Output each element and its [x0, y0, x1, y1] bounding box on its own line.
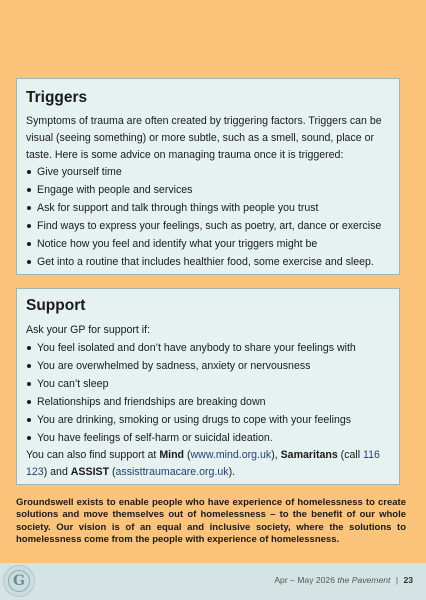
groundswell-statement: Groundswell exists to enable people who have experience of homelessness to create solutions and move themselves out of homelessness – to the benefit of our whole society. Our vision is of an equal and inclusive society, where the solutions to homelessness come from the people with experience of homelessness.: [16, 497, 406, 546]
triggers-intro: Symptoms of trauma are often created by triggering factors. Triggers can be visual (seeing something) or more subtle, such as a smell, sound, place or taste. Here is some advice on managing trauma once it is triggered:: [26, 115, 382, 161]
list-item: Ask for support and talk through things with people you trust: [26, 199, 390, 217]
samaritans-name: Samaritans: [280, 449, 338, 461]
support-closing: [26, 447, 390, 481]
closing-text: You can also find support at: [26, 449, 160, 461]
samaritans-phone-link[interactable]: 116 123: [26, 449, 380, 478]
list-item: Find ways to express your feelings, such as poetry, art, dance or exercise: [26, 217, 390, 235]
list-item: You are drinking, smoking or using drugs to cope with your feelings: [26, 411, 390, 429]
support-heading: Support: [26, 297, 86, 314]
closing-text: ) and: [43, 466, 71, 478]
mind-name: Mind: [159, 449, 185, 461]
publication-title: the Pavement: [337, 575, 391, 585]
triggers-list: [26, 163, 390, 271]
list-item: Get into a routine that includes healthier food, some exercise and sleep.: [26, 253, 390, 271]
closing-text: (: [184, 449, 191, 461]
support-intro: Ask your GP for support if:: [26, 324, 151, 336]
page-number: 23: [403, 575, 413, 585]
list-item: Engage with people and services: [26, 181, 390, 199]
support-list: [26, 339, 390, 447]
logo-letter: G: [8, 570, 30, 592]
closing-text: ),: [271, 449, 281, 461]
triggers-section: [16, 78, 400, 275]
groundswell-logo: [3, 565, 35, 597]
list-item: Give yourself time: [26, 163, 390, 181]
assist-name: ASSIST: [70, 466, 110, 478]
page-info: [274, 575, 413, 585]
list-item: You have feelings of self-harm or suicidal ideation.: [26, 429, 390, 447]
closing-text: (: [109, 466, 116, 478]
mind-link[interactable]: www.mind.org.uk: [190, 449, 272, 461]
issue-date: Apr – May 2026: [274, 575, 335, 585]
assist-link[interactable]: assisttraumacare.org.uk: [115, 466, 229, 478]
list-item: You feel isolated and don’t have anybody to share your feelings with: [26, 339, 390, 357]
closing-text: (call: [337, 449, 364, 461]
list-item: You can’t sleep: [26, 375, 390, 393]
support-section: [16, 288, 400, 485]
separator: |: [395, 575, 399, 585]
list-item: You are overwhelmed by sadness, anxiety or nervousness: [26, 357, 390, 375]
closing-text: ).: [228, 466, 236, 478]
triggers-heading: Triggers: [26, 89, 88, 106]
list-item: Notice how you feel and identify what your triggers might be: [26, 235, 390, 253]
list-item: Relationships and friendships are breaking down: [26, 393, 390, 411]
